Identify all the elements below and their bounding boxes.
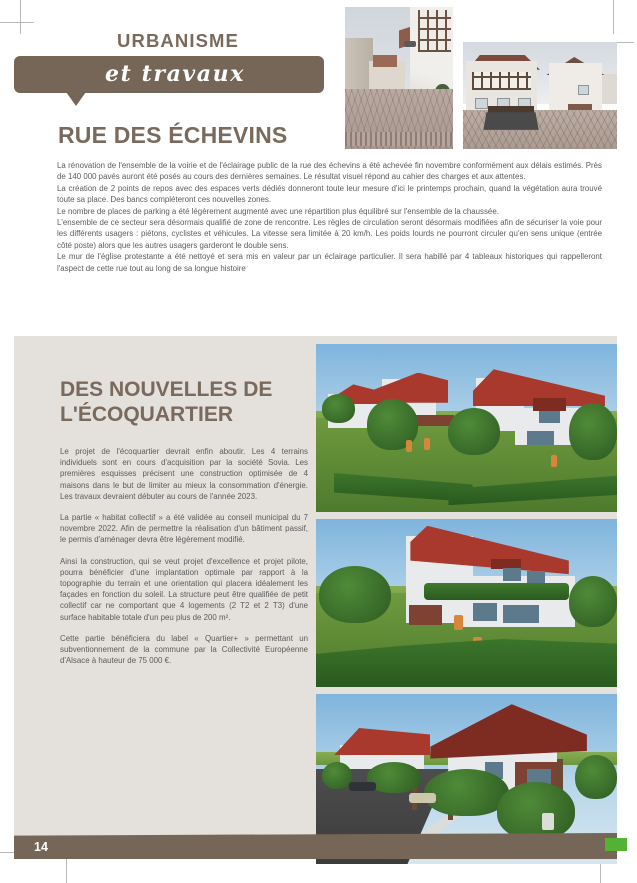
half-timbering — [418, 10, 450, 53]
window — [578, 85, 589, 96]
paragraph: Le projet de l'écoquartier devrait enfin aboutir. Les 4 terrains individuels sont en cours d'acquisition par la société Sovia. Les premières esquisses précisent une construction optimisée de 4 maisons dans le but de limiter au mieux la consommation d'énergie. Les travaux devraient débuter au cours de l'année 2023. — [60, 447, 308, 501]
window — [503, 568, 521, 581]
vegetation — [497, 782, 575, 840]
page-title: RUE DES ÉCHEVINS — [58, 122, 288, 148]
paragraph: La rénovation de l'ensemble de la voirie et de l'éclairage public de la rue des échevins a été achevée fin novembre conformément aux délais estimés. Près de 140 000 pavés auront été posés au cours des dernières semaines. Le résultat visuel répond au cahier des charges et aux attentes. — [57, 161, 602, 182]
render-top — [316, 344, 617, 512]
window — [473, 603, 497, 621]
window — [475, 98, 488, 110]
section-urbanisme — [0, 0, 637, 336]
tree — [322, 762, 352, 789]
paragraph: Ainsi la construction, qui se veut projet d'excellence et projet pilote, pourra bénéficier d'une implantation optimale par rapport à la topographie du terrain et une orientation qui placera idéalement les façades en fonction du soleil. La structure peut être qualifiée de petit collectif car ne comportant que 4 logements (2 T2 et 2 T3) d'une surface habitable totale d'un peu plus de 200 m². — [60, 556, 308, 622]
roof-far — [373, 55, 397, 66]
paragraph: Le mur de l'église protestante a été nettoyé et sera mis en valeur par un éclairage particulier. Il sera habillé par 4 tableaux historiques qui rappelleront l'aspect de cette rue tout au long de sa longue histoire — [57, 252, 602, 273]
render-mid — [316, 519, 617, 687]
paragraph: L'ensemble de ce secteur sera désormais qualifié de zone de rencontre. Les règles de circulation seront désormais modifiées afin de sécuriser la voie pour les différents usagers : piétons, cyclistes et véhicules. La vitesse sera limitée à 20 km/h. Les poids lourds ne pourront circuler qu'en sens unique (entrée côté poste) alors que les autres usagers garderont le double sens. — [57, 218, 602, 250]
pergola-planting — [424, 583, 568, 600]
kicker-script: et travaux — [105, 61, 245, 87]
person — [454, 615, 463, 630]
traffic-sign — [542, 813, 554, 830]
street-lamp — [404, 41, 416, 47]
tree — [569, 576, 617, 626]
car-parked — [349, 782, 376, 791]
dormer — [533, 398, 566, 411]
tree — [319, 566, 391, 623]
paragraph: Cette partie bénéficiera du label « Quartier+ » permettant un subventionnement de la commune par la Collectivité Européenne d'Alsace à hauteur de 75 000 €. — [60, 633, 308, 666]
urbanisme-kicker — [14, 30, 324, 93]
car-parked — [409, 793, 436, 803]
half-timbering — [472, 72, 531, 90]
kicker-title: URBANISME — [117, 30, 239, 51]
ecoquartier-title: DES NOUVELLES DE L'ÉCOQUARTIER — [60, 378, 273, 426]
window — [539, 411, 560, 423]
urbanisme-body — [57, 160, 602, 274]
paragraph: La partie « habitat collectif » a été validée au conseil municipal du 7 novembre 2022. Afin de permettre la réalisation d'un bâtiment passif, le permis d'aménager devra être légèrement modifié. — [60, 513, 308, 545]
footer-accent-square — [605, 838, 627, 851]
vegetation — [575, 755, 617, 799]
window — [527, 431, 554, 444]
page-number: 14 — [34, 840, 48, 854]
person — [551, 455, 557, 467]
kicker-pointer-icon — [66, 92, 86, 106]
paragraph: Le nombre de places de parking a été légèrement augmenté avec une répartition plus équilibré sur l'ensemble de la chaussée. — [57, 206, 499, 216]
ecoquartier-body — [60, 446, 308, 666]
person — [406, 440, 412, 452]
tree — [569, 403, 617, 460]
vegetation — [424, 769, 508, 817]
photo-street-narrow — [345, 7, 453, 149]
tree — [322, 394, 355, 423]
window — [503, 605, 539, 623]
person — [424, 438, 430, 450]
paragraph: La création de 2 points de repos avec des espaces verts dédiés donneront toute leur mesure d'ici le printemps prochain, quand la végétation aura trouvé toute sa place. Des bancs compléteront ces nouvelles zones. — [57, 183, 602, 205]
paving-band — [345, 132, 453, 146]
tree — [448, 408, 499, 455]
brick-wall — [409, 605, 442, 625]
kicker-bar — [14, 56, 324, 93]
asphalt-driveway — [483, 112, 539, 130]
footer-bar — [14, 833, 617, 859]
photo-street-square — [463, 42, 617, 149]
